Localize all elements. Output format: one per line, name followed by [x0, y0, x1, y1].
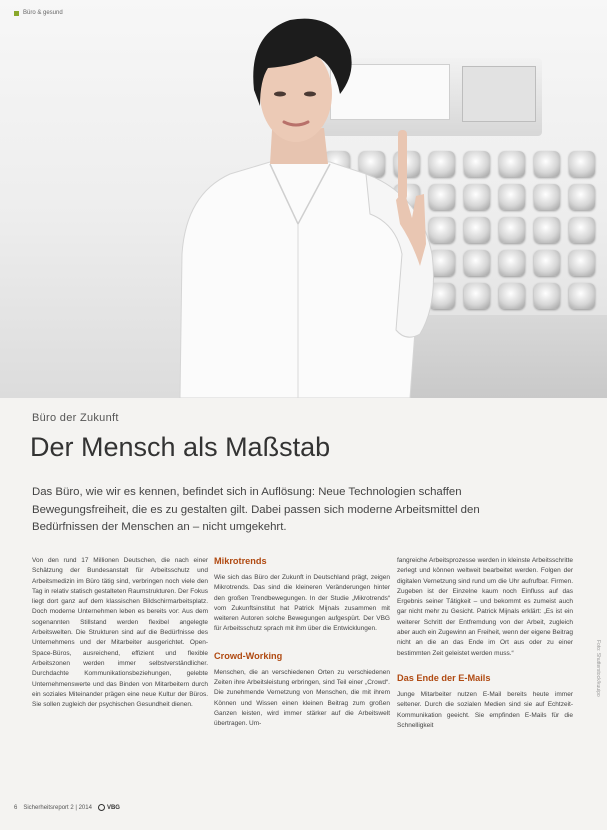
article-kicker: Büro der Zukunft	[32, 412, 119, 424]
subhead-mikrotrends: Mikrotrends	[214, 556, 267, 566]
panel-button-icon	[534, 184, 560, 210]
panel-button-icon	[464, 250, 490, 276]
panel-button-icon	[534, 283, 560, 309]
hero-photo	[0, 0, 607, 398]
column-3	[397, 556, 573, 731]
panel-button-icon	[499, 217, 525, 243]
page-number: 6	[14, 804, 18, 811]
panel-button-icon	[569, 283, 595, 309]
panel-button-icon	[499, 184, 525, 210]
woman-illustration	[120, 4, 460, 398]
panel-button-icon	[464, 184, 490, 210]
vbg-logo	[98, 804, 120, 811]
section-label: Büro & gesund	[23, 10, 63, 16]
body-paragraph: Von den rund 17 Millionen Deutschen, die nach einer Schätzung der Bundesanstalt für Arbeitsschutz und Arbeitsmedizin im Büro tätig sind, verbringen noch viele den Tag in relativ statisch gestalteten Raumstrukturen. Der Fokus liegt dort ganz auf dem klassischen Bildschirmarbeitsplatz. Doch moderne Unternehmen leben es bereits vor: Aus dem sogenannten Stillstand werden flexibel angelegte Arbeitswelten. Die Strukturen sind auf die Bedürfnisse des Unternehmens und der Mitarbeiter ausgerichtet. Open-Space-Büros, ausreichend, effizient und flexible Arbeitszonen werden immer selbstverständlicher. Durchdachte Kommunikationsbeziehungen, gelebte Unternehmenswerte und das Binden von Mitarbeitern durch ein soziales Miteinander prägen eine neue Kultur der Büros. Sie sollen zugleich der psychischen Gesundheit dienen.	[32, 557, 208, 709]
panel-button-icon	[534, 151, 560, 177]
subhead-crowd-working: Crowd-Working	[214, 650, 283, 661]
panel-button-icon	[499, 250, 525, 276]
section-tag	[14, 10, 63, 16]
logo-text: VBG	[106, 804, 120, 811]
page-footer	[14, 804, 120, 811]
photo-credit: Foto: Shutterstock/kuuipo	[595, 640, 601, 697]
panel-button-icon	[569, 151, 595, 177]
article-title: Der Mensch als Maßstab	[30, 432, 331, 462]
body-paragraph: Junge Mitarbeiter nutzen E-Mail bereits heute immer seltener. Durch die sozialen Medien sind sie auf Echtzeit-Kommunikation geeicht. Sie empfinden E-Mails für die Schnelligkeit	[397, 690, 573, 729]
panel-button-icon	[499, 151, 525, 177]
panel-button-icon	[464, 217, 490, 243]
column-1	[32, 556, 208, 710]
panel-button-icon	[569, 250, 595, 276]
logo-ring-icon	[98, 804, 105, 811]
panel-button-icon	[499, 283, 525, 309]
body-paragraph: Menschen, die an verschiedenen Orten zu verschiedenen Zeiten ihre Arbeitsleistung erbringen, sind Teil einer „Crowd“. Die zunehmende Vernetzung von Menschen, die mit ihrem Können und Wissen einen kleinen Beitrag zum großen Ganzen leisten, wird immer stärker auf die Arbeitswelt übertragen. Um-	[214, 668, 390, 728]
panel-button-icon	[534, 217, 560, 243]
panel-button-icon	[569, 184, 595, 210]
panel-button-icon	[534, 250, 560, 276]
article-intro: Das Büro, wie wir es kennen, befindet sich in Auflösung: Neue Technologien schaffen Bewegungsfreiheit, die es zu gestalten gilt. Dabei passen sich moderne Arbeitsmittel den Bedürfnissen der Menschen an – nicht umgekehrt.	[32, 486, 480, 533]
body-paragraph: fangreiche Arbeitsprozesse werden in kleinste Arbeitsschritte zerlegt und können weltweit bearbeitet werden. Folgen der digitalen Vernetzung sind rund um die Uhr aufrufbar. Firmen. Zugeben ist der Einzelne kaum noch Einfluss auf das Ergebnis seiner Tätigkeit – und bekommt es zumeist auch gar nicht mehr zu Gesicht. Patrick Mijnals erklärt: „Es ist ein weiterer Schritt der Entfremdung von der Arbeit, zugleich aber auch ein Zugewinn an Freiheit, wenn der eigene Beitrag nicht an die an das Ende im Ort aus oder zu einer bestimmten Zeit geleistet werden muss.“	[397, 557, 573, 657]
panel-button-icon	[464, 283, 490, 309]
panel-button-icon	[569, 217, 595, 243]
subhead-email: Das Ende der E-Mails	[397, 672, 491, 683]
magazine-issue: Sicherheitsreport 2 | 2014	[23, 804, 92, 811]
column-2	[214, 556, 390, 730]
body-paragraph: Wie sich das Büro der Zukunft in Deutschland prägt, zeigen Mikrotrends. Das sind die kleineren Veränderungen hinter den großen Trendbewegungen. In der Studie „Mikrotrends“ vom Zukunftsinstitut hat Patrick Mijnals zusammen mit weiteren Autoren solche Bewegungen aufgespürt. Der VBG für Arbeitsschutz sprach mit ihm über die Entwicklungen.	[214, 574, 390, 633]
section-marker-icon	[14, 11, 19, 16]
panel-button-icon	[464, 151, 490, 177]
